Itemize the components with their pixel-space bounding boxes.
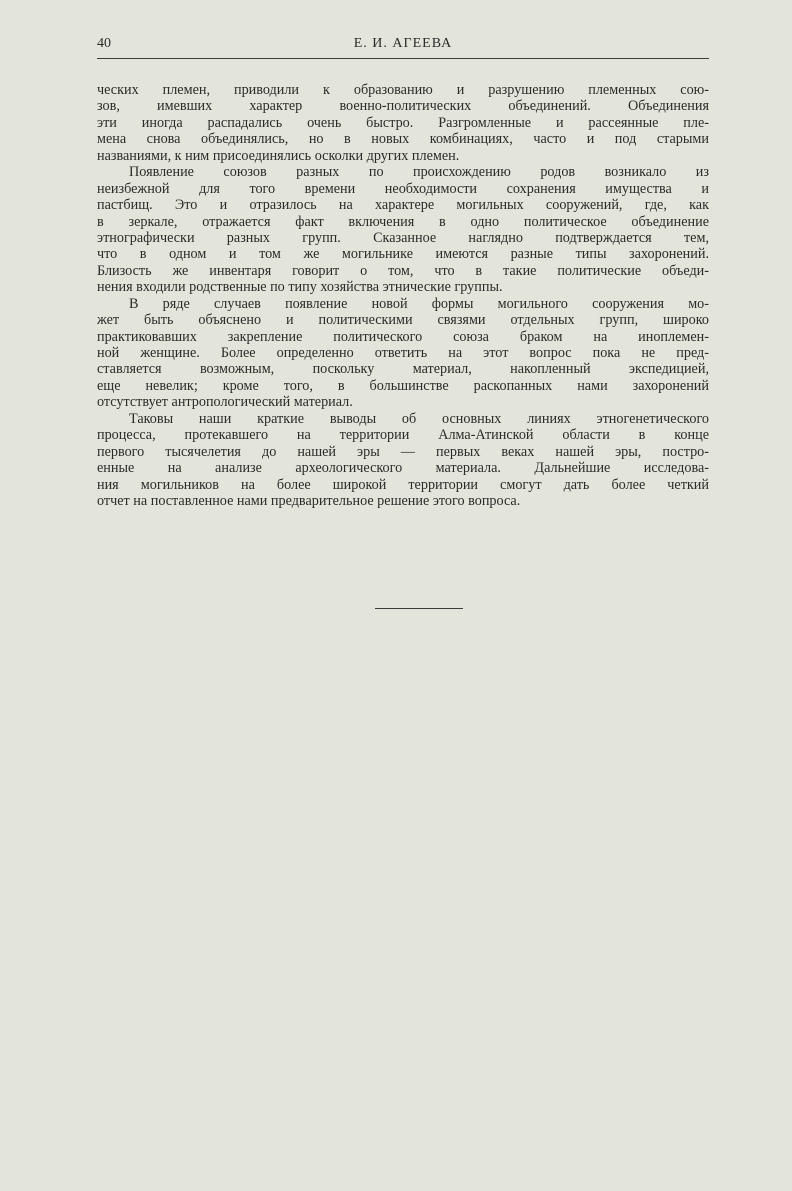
paragraph <box>97 296 709 411</box>
running-title: Е. И. АГЕЕВА <box>353 36 453 51</box>
text-line: ставляется возможным, поскольку материал, накопленный экспедицией, <box>97 361 709 378</box>
text-line: отчет на поставленное нами предварительное решение этого вопроса. <box>97 492 521 509</box>
page-header <box>97 36 709 58</box>
text-line: процесса, протекавшего на территории Алма-Атинской области в конце <box>97 427 709 444</box>
text-line: что в одном и том же могильнике имеются разные типы захоронений. <box>97 246 709 263</box>
text-line: Появление союзов разных по происхождению родов возникало из <box>129 164 709 181</box>
text-line: эти иногда распадались очень быстро. Разгромленные и рассеянные пле- <box>97 114 709 131</box>
text-line: пастбищ. Это и отразилось на характере могильных сооружений, где, как <box>97 197 709 214</box>
text-line: неизбежной для того времени необходимости сохранения имущества и <box>97 180 709 197</box>
text-line: ния могильников на более широкой территории смогут дать более четкий <box>97 476 709 493</box>
page-number: 40 <box>97 36 111 51</box>
header-rule <box>97 58 709 59</box>
text-line: мена снова объединялись, но в новых комбинациях, часто и под старыми <box>97 131 709 148</box>
text-line: нения входили родственные по типу хозяйства этнические группы. <box>97 279 503 296</box>
text-line: Близость же инвентаря говорит о том, что в такие политические объеди- <box>97 262 709 279</box>
text-line: жет быть объяснено и политическими связями отдельных групп, широко <box>97 312 709 329</box>
paragraph <box>97 411 709 510</box>
text-line: отсутствует антропологический материал. <box>97 394 353 411</box>
text-line: этнографически разных групп. Сказанное наглядно подтверждается тем, <box>97 229 709 246</box>
paragraph <box>97 82 709 164</box>
end-rule <box>375 608 463 609</box>
text-line: практиковавших закрепление политического союза браком на иноплемен- <box>97 328 709 345</box>
text-line: Таковы наши краткие выводы об основных линиях этногенетического <box>129 410 709 427</box>
text-line: ческих племен, приводили к образованию и разрушению племенных сою- <box>97 82 709 98</box>
text-line: В ряде случаев появление новой формы могильного сооружения мо- <box>129 295 709 312</box>
text-line: первого тысячелетия до нашей эры — первых веках нашей эры, постро- <box>97 443 709 460</box>
text-line: ной женщине. Более определенно ответить на этот вопрос пока не пред- <box>97 345 709 361</box>
text-line: в зеркале, отражается факт включения в одно политическое объединение <box>97 213 709 230</box>
text-line: енные на анализе археологического материала. Дальнейшие исследова- <box>97 460 709 477</box>
text-line: названиями, к ним присоединялись осколки других племен. <box>97 147 460 164</box>
paragraph <box>97 164 709 296</box>
body-text <box>97 82 709 509</box>
text-line: еще невелик; кроме того, в большинстве раскопанных нами захоронений <box>97 377 709 394</box>
text-line: зов, имевших характер военно-политических объединений. Объединения <box>97 98 709 115</box>
